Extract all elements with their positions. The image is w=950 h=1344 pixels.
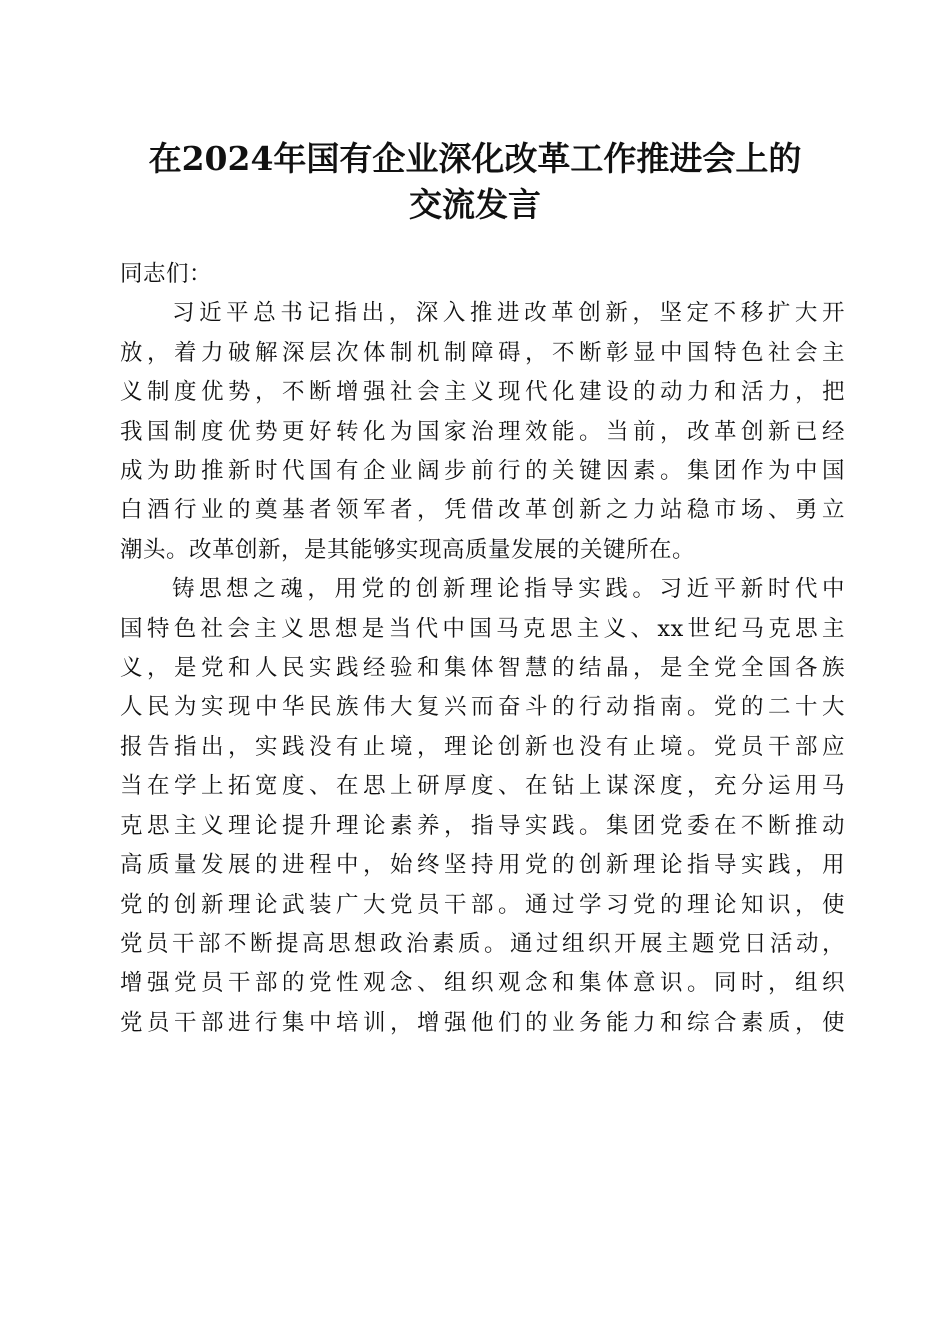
paragraph-1-line: 成为助推新时代国有企业阔步前行的关键因素。集团作为中国 <box>120 458 845 485</box>
paragraph-2-line: 党员干部不断提高思想政治素质。通过组织开展主题党日活动， <box>120 930 845 957</box>
document-body <box>120 255 845 1043</box>
title-line-1: 在2024年国有企业深化改革工作推进会上的 <box>148 139 802 178</box>
paragraph-2-line: 铸思想之魂，用党的创新理论指导实践。习近平新时代中 <box>172 576 845 603</box>
paragraph-2 <box>120 570 845 1043</box>
document-title <box>100 136 850 228</box>
paragraph-2-line: 国特色社会主义思想是当代中国马克思主义、xx世纪马克思主 <box>120 615 845 642</box>
paragraph-1-line: 白酒行业的奠基者领军者，凭借改革创新之力站稳市场、勇立 <box>120 497 845 524</box>
paragraph-1-line: 义制度优势，不断增强社会主义现代化建设的动力和活力，把 <box>120 379 845 406</box>
paragraph-1-line: 放，着力破解深层次体制机制障碍，不断彰显中国特色社会主 <box>120 339 845 366</box>
paragraph-2-line: 高质量发展的进程中，始终坚持用党的创新理论指导实践，用 <box>120 852 845 879</box>
paragraph-1-line: 我国制度优势更好转化为国家治理效能。当前，改革创新已经 <box>120 418 845 445</box>
paragraph-2-line: 党的创新理论武装广大党员干部。通过学习党的理论知识，使 <box>120 891 845 918</box>
paragraph-2-line: 克思主义理论提升理论素养，指导实践。集团党委在不断推动 <box>120 812 845 839</box>
paragraph-2-line: 当在学上拓宽度、在思上研厚度、在钻上谋深度，充分运用马 <box>120 773 845 800</box>
paragraph-2-line: 义，是党和人民实践经验和集体智慧的结晶，是全党全国各族 <box>120 655 845 682</box>
paragraph-1-line: 习近平总书记指出，深入推进改革创新，坚定不移扩大开 <box>172 300 845 327</box>
salutation: 同志们： <box>120 261 213 287</box>
paragraph-2-line: 报告指出，实践没有止境，理论创新也没有止境。党员干部应 <box>120 733 845 760</box>
paragraph-1-line: 潮头。改革创新，是其能够实现高质量发展的关键所在。 <box>120 536 696 563</box>
title-line-2: 交流发言 <box>409 185 541 224</box>
paragraph-1 <box>120 294 845 570</box>
paragraph-2-line: 增强党员干部的党性观念、组织观念和集体意识。同时，组织 <box>120 970 845 997</box>
paragraph-2-line: 人民为实现中华民族伟大复兴而奋斗的行动指南。党的二十大 <box>120 694 845 721</box>
paragraph-2-line: 党员干部进行集中培训，增强他们的业务能力和综合素质，使 <box>120 1009 845 1036</box>
